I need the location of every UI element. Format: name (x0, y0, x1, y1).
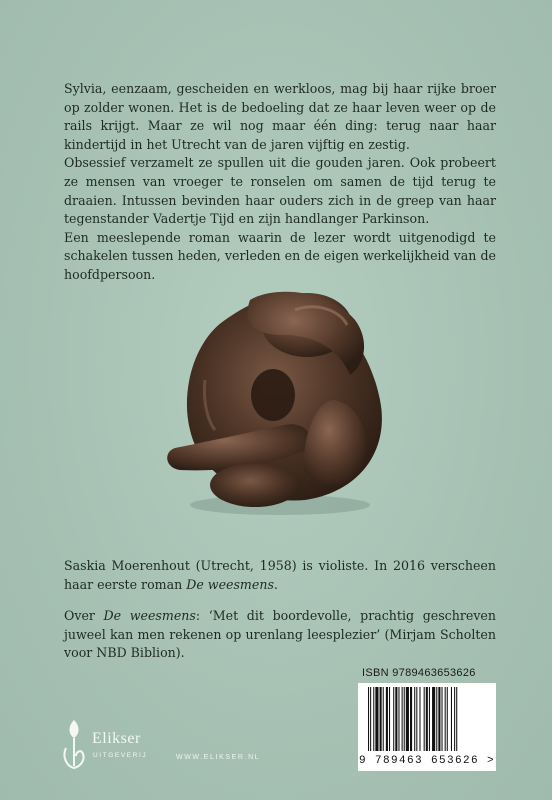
barcode-bar (419, 687, 420, 751)
barcode-bar (386, 687, 388, 751)
barcode-bars (362, 687, 492, 753)
barcode-bar (375, 687, 378, 751)
barcode-bar (416, 687, 417, 751)
author-bio-end: . (273, 576, 278, 592)
review-book-title: De weesmens (103, 608, 196, 624)
barcode-bar (383, 687, 384, 751)
barcode-bar (429, 687, 430, 751)
barcode-bar (398, 687, 399, 751)
barcode-bar (380, 687, 382, 751)
review-quote (64, 607, 496, 663)
publisher-name: Elikser (92, 730, 141, 747)
barcode-bar (389, 687, 390, 751)
barcode-bar (447, 687, 448, 751)
author-bio-text: Saskia Moerenhout (Utrecht, 1958) is violiste. In 2016 verscheen haar eerste roman (64, 558, 496, 592)
publisher-subtitle: UITGEVERIJ (93, 752, 148, 759)
blurb-text (64, 80, 496, 285)
barcode-bar (451, 687, 452, 751)
author-section (64, 557, 496, 676)
barcode-digits: 9 789463 653626 > (358, 755, 496, 767)
barcode-bar (445, 687, 446, 751)
barcode-bar (395, 687, 397, 751)
sculpture-image (155, 280, 400, 520)
barcode-bar (442, 687, 443, 751)
barcode (358, 683, 496, 771)
isbn-label: ISBN 9789463653626 (362, 667, 476, 679)
publisher-website[interactable]: WWW.ELIKSER.NL (176, 754, 261, 761)
blurb-paragraph-3: Een meeslepende roman waarin de lezer wordt uitgenodigd te schakelen tussen heden, verleden en de eigen werkelijkheid van de hoofdpersoon. (64, 229, 496, 282)
blurb-paragraph-2: Obsessief verzamelt ze spullen uit die gouden jaren. Ook probeert ze mensen van vroeger te ronselen om samen de tijd terug te draaien. Intussen bevinden haar ouders zich in de greep van haar tegenstander Vadertje Tijd en zijn handlanger Parkinson. (64, 155, 496, 227)
review-text: : ‘Met dit boordevolle, prachtig geschreven juweel kan men rekenen op urenlang leesplezier’ (Mirjam Scholten voor NBD Biblion). (64, 608, 496, 661)
author-bio (64, 557, 496, 594)
review-intro: Over (64, 608, 104, 624)
barcode-bar (438, 687, 440, 751)
barcode-bar (410, 687, 412, 751)
barcode-bar (406, 687, 409, 751)
barcode-bar (414, 687, 415, 751)
barcode-bar (432, 687, 435, 751)
publisher-logo[interactable] (58, 716, 168, 780)
barcode-bar (370, 687, 371, 751)
barcode-bar (456, 687, 457, 751)
barcode-bar (393, 687, 394, 751)
barcode-bar (426, 687, 428, 751)
barcode-bar (368, 687, 369, 751)
barcode-bar (424, 687, 425, 751)
barcode-bar (454, 687, 455, 751)
blurb-paragraph-1: Sylvia, eenzaam, gescheiden en werkloos, mag bij haar rijke broer op zolder wonen. Het is de bedoeling dat ze haar leven weer op de rails krijgt. Maar ze wil nog maar één ding: terug naar haar kindertijd in het Utrecht van de jaren vijftig en zestig. (64, 81, 496, 152)
barcode-bar (373, 687, 374, 751)
author-bio-book-title: De weesmens (186, 576, 274, 592)
barcode-bar (436, 687, 437, 751)
barcode-bar (402, 687, 403, 751)
elikser-emblem-icon (58, 716, 90, 772)
barcode-bar (404, 687, 405, 751)
